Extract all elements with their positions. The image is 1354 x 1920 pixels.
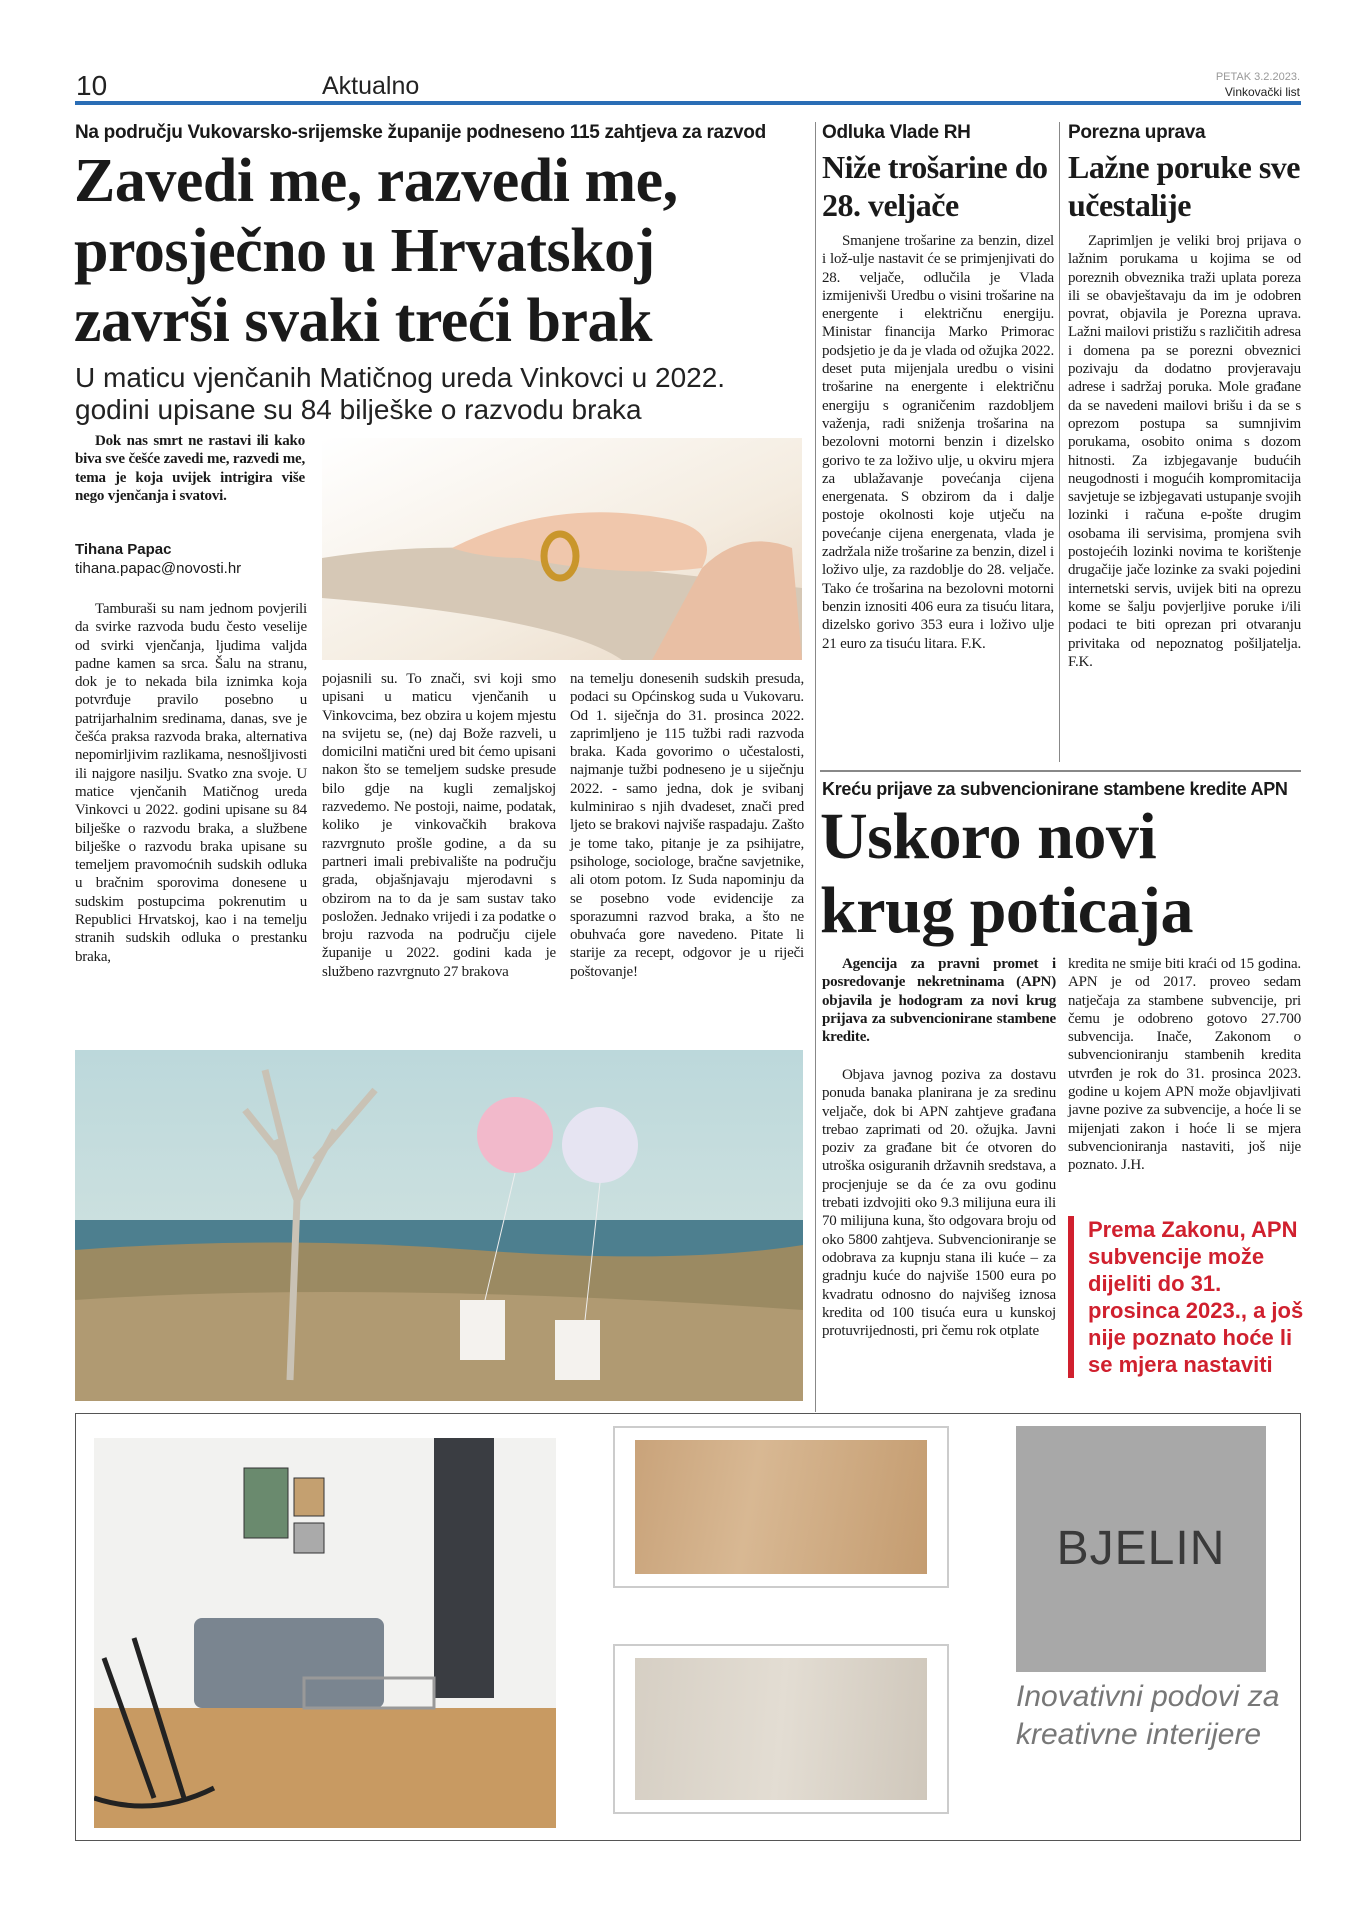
main-column-2: pojasnili su. To znači, svi koji smo upisani u maticu vjenčanih u Vinkovcima, bez obzira u kojem mjestu na svijetu se, (ne) daj Bože razveli, u domicilni matični ured bit ćemo upisani nakon što se temeljem sudske presude bilo gdje na kugli zemaljskoj razvedemo. Ne postoji, naime, podatak, koliko je vinkovačkih brakova razvrgnuto prošle godine, a da su partneri imali prebivalište na području grada, objašnjavaju mjerodavni s obzirom na to da je sam sustav tako posložen. Jednako vrijedi i za podatke o broju razvoda na području cijele županije u 2022. godini kada je službeno razvrgnuto 27 brakova bbox=[322, 671, 556, 980]
main-deck: U maticu vjenčanih Matičnog ureda Vinkovci u 2022. godini upisane su 84 bilješke o razvodu braka bbox=[75, 362, 726, 425]
main-lead: Dok nas smrt ne rastavi ili kako biva sve češće zavedi me, razvedi me, tema je koja uvijek intrigira više nego vjenčanja i svatovi. bbox=[75, 433, 305, 504]
main-column-1: Tamburaši su nam jednom povjerili da svirke razvoda budu često veselije od svirki vjenčanja, ljudima valjda padne kamen sa srca. Šalu na stranu, dok je to nekada bila iznimka koja potvrđuje pravilo posebno u patrijarhalnim sredinama, danas, sve je češća praksa razvoda braka, alternativa nepomirljivim razlikama, nesnošljivosti ili najgore nasilju. Svatko zna svoje. U matice vjenčanih Matičnog ureda Vinkovci u 2022. godini upisane su 84 bilješke o razvodu braka, a službene bilješke o razvodu braka upisane su temeljem pravomoćnih sudskih odluka u bračnim sporovima donesene u sudskim postupcima pokrenutim u Republici Hrvatskoj, kao i na temelju stranih sudskih odluka o prestanku braka, bbox=[75, 601, 307, 965]
column-divider bbox=[815, 122, 816, 1412]
bjelin-advertisement[interactable] bbox=[75, 1413, 1301, 1841]
excise-headline: Niže trošarine do 28. veljače bbox=[822, 149, 1048, 223]
apn-lead: Agencija za pravni promet i posredovanje nekretninama (APN) objavila je hodogram za novi krug prijava za subvencionirane stambene kredite. bbox=[822, 956, 1056, 1046]
apn-pullquote: Prema Zakonu, APN subvencije može dijeliti do 31. prosinca 2023., a još nije poznato hoće li se mjera nastaviti bbox=[1068, 1216, 1308, 1378]
page-number: 10 bbox=[76, 70, 108, 101]
excise-kicker: Odluka Vlade RH bbox=[822, 122, 971, 143]
section-rule bbox=[820, 770, 1301, 772]
header-rule bbox=[75, 101, 1301, 105]
publication-name: Vinkovački list bbox=[1224, 85, 1300, 99]
author-email: tihana.papac@novosti.hr bbox=[75, 560, 242, 577]
chairs-balloons-photo bbox=[75, 1050, 803, 1401]
tax-body: Zaprimljen je veliki broj prijava o lažnim porukama u kojima se od poreznih obveznika traži uplata poreza ili se obavještavaju da im je odobren povrat, objavila je Porezna uprava. Lažni mailovi pristižu s različitih adresa i domena pa se porezni obveznici pozivaju da dodatno provjeravaju adrese i sadržaj poruka. Mole građane da se navedeni mailovi brišu i da se s oprezom postupa sa sumnjivim porukama, osobito onima s dozom hitnosti. Za izbjegavanje budućih neugodnosti i mogućih kompromitacija savjetuje se izbjegavati ustupanje svojih lozinki i računa e-pošte drugim osobama ili servisima, promjena svih postojećih lozinki novima te korištenje drugačije jače lozinke za svaki pojedini internetski servis, uvijek biti na oprezu kome se šalju povjerljive poruke i/ili podaci te biti oprezan pri otvaranju privitaka od nepoznatog pošiljatelja. F.K. bbox=[1068, 233, 1301, 670]
living-room-photo bbox=[94, 1438, 556, 1828]
apn-headline: Uskoro novi krug poticaja bbox=[820, 800, 1193, 947]
tax-headline: Lažne poruke sve učestalije bbox=[1068, 149, 1300, 223]
wedding-ring-hands-photo bbox=[322, 438, 802, 660]
apn-kicker: Kreću prijave za subvencionirane stambene kredite APN bbox=[822, 779, 1288, 799]
column-divider bbox=[1059, 122, 1060, 762]
tax-kicker: Porezna uprava bbox=[1068, 122, 1206, 143]
floor-sample-frame bbox=[613, 1426, 949, 1588]
excise-body: Smanjene trošarine za benzin, dizel i lož-ulje nastavit će se primjenjivati do 28. veljače, odlučila je Vlada izmijenivši Uredbu o visini trošarine na energente i električnu energiju. Ministar financija Marko Primorac podsjetio je da je vlada od ožujka 2022. deset puta mijenjala uredbu o visini trošarine na energente i električnu energiju s ograničenim razdobljem važenja, radi sniženja trošarina na bezolovni motorni benzin i dizelsko gorivo te za loživo ulje, u okviru mjera za ublažavanje povećanja cijena energenata. S obzirom da i dalje postoje okolnosti koje utječu na povećanje cijena energenata, vlada je zadržala niže trošarine za benzin, dizel i loživo ulje, za razdoblje do 28. veljače. Tako će trošarina na bezolovni motorni benzin iznositi 406 eura za tisuću litara, dizelsko gorivo 353 eura i loživo ulje 21 euro za tisuću litara. F.K. bbox=[822, 233, 1054, 652]
floor-sample-frame bbox=[613, 1644, 949, 1814]
main-kicker: Na području Vukovarsko-srijemske županije podneseno 115 zahtjeva za razvod bbox=[75, 122, 766, 143]
ad-slogan: Inovativni podovi za kreativne interijere bbox=[1016, 1680, 1280, 1751]
section-title: Aktualno bbox=[322, 72, 420, 100]
main-column-3: na temelju donesenih sudskih presuda, podaci su Općinskog suda u Vukovaru. Od 1. siječnja do 31. prosinca 2022. zaprimljeno je 115 tužbi radi razvoda braka. Kada govorimo o učestalosti, najmanje tužbi podneseno je u siječnju 2022. - samo jedna, dok je svibanj kulminirao s njih dvadeset, znači pred ljeto se brakovi najviše raspadaju. Zašto je tome tako, pitanje je za psihijatre, psihologe, sociologe, bračne savjetnike, ali otom potom. Iz Suda napominju da se posebno vode evidencije za sporazumni razvod braka, a što ne obuhvaća gore navedeno. Pitate li starije za recept, odgovor je u riječi poštovanje! bbox=[570, 671, 804, 980]
apn-column-1: Objava javnog poziva za dostavu ponuda banaka planirana je za sredinu veljače, dok bi APN zahtjeve građana trebao zaprimati od 20. ožujka. Javni poziv za građane bit će otvoren do utroška osiguranih državnih sredstava, a procjenjuje se da će za ovu godinu trebati izdvojiti oko 9.3 milijuna eura ili 70 milijuna kuna, što odgovara broju od oko 5800 zahtjeva. Subvencioniranje se odobrava za kupnju stana ili kuće – za gradnju kuće do najviše 1500 eura po kvadratu odnosno do najvišeg iznosa kredita od 100 tisuća eura u kunskoj protuvrijednosti, pri čemu rok otplate bbox=[822, 1067, 1056, 1340]
brand-logo: BJELIN bbox=[1016, 1426, 1266, 1672]
main-headline: Zavedi me, razvedi me, prosječno u Hrvatskoj završi svaki treći brak bbox=[74, 147, 678, 355]
issue-date: PETAK 3.2.2023. bbox=[1215, 71, 1300, 83]
apn-column-2: kredita ne smije biti kraći od 15 godina. APN je od 2017. proveo sedam natječaja za stambene subvencije, pri čemu je odobreno gotovo 27.700 subvencija. Inače, Zakonom o subvencioniranju stambenih kredita utvrđen je rok do 31. prosinca 2023. godine u kojem APN može objavljivati javne pozive za subvencije, a hoće li se mijenjati zakon i hoće li se mjera subvencioniranja nastaviti, još nije poznato. J.H. bbox=[1068, 956, 1301, 1174]
author-name: Tihana Papac bbox=[75, 541, 172, 558]
